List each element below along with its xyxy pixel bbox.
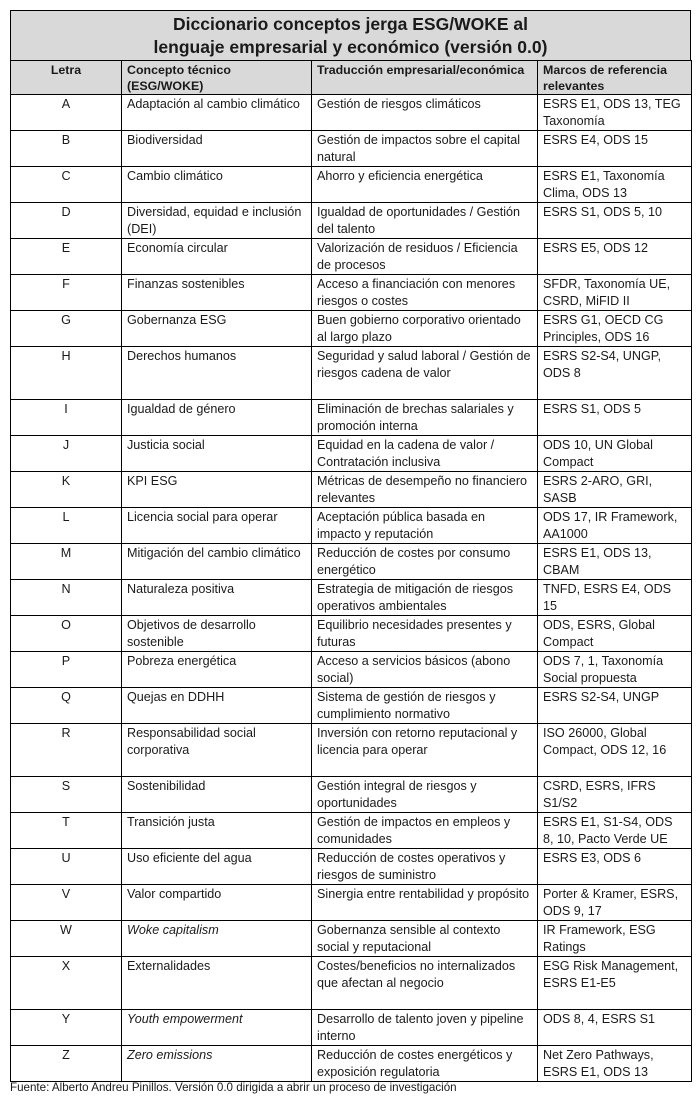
cell-letter: K [11,472,122,508]
cell-letter: Z [11,1046,122,1082]
table-row [11,957,692,1010]
cell-concept: Pobreza energética [122,652,312,688]
cell-concept: Zero emissions [122,1046,312,1082]
cell-frameworks: ODS, ESRS, Global Compact [538,616,692,652]
cell-translation: Buen gobierno corporativo orientado al largo plazo [312,311,538,347]
cell-letter: N [11,580,122,616]
cell-translation: Desarrollo de talento joven y pipeline interno [312,1010,538,1046]
cell-frameworks: ESRS S2-S4, UNGP [538,688,692,724]
cell-concept: Woke capitalism [122,921,312,957]
cell-letter: X [11,957,122,1010]
cell-letter: C [11,167,122,203]
cell-concept: Valor compartido [122,885,312,921]
cell-letter: P [11,652,122,688]
table-row [11,580,692,616]
table-row [11,544,692,580]
table-row [11,652,692,688]
table-row [11,616,692,652]
cell-frameworks: ESRS 2-ARO, GRI, SASB [538,472,692,508]
cell-letter: R [11,724,122,777]
cell-frameworks: CSRD, ESRS, IFRS S1/S2 [538,777,692,813]
cell-frameworks: Porter & Kramer, ESRS, ODS 9, 17 [538,885,692,921]
table-row [11,311,692,347]
cell-translation: Gestión de impactos en empleos y comunidades [312,813,538,849]
header-letra: Letra [11,61,122,95]
header-row [11,61,692,95]
cell-frameworks: ESG Risk Management, ESRS E1-E5 [538,957,692,1010]
table-row [11,131,692,167]
cell-frameworks: ODS 17, IR Framework, AA1000 [538,508,692,544]
table-row [11,777,692,813]
cell-translation: Aceptación pública basada en impacto y reputación [312,508,538,544]
cell-letter: M [11,544,122,580]
cell-translation: Seguridad y salud laboral / Gestión de riesgos cadena de valor [312,347,538,400]
table-row [11,1046,692,1082]
cell-concept: Naturaleza positiva [122,580,312,616]
table-body [11,95,692,1082]
cell-letter: V [11,885,122,921]
cell-letter: O [11,616,122,652]
cell-frameworks: ESRS E5, ODS 12 [538,239,692,275]
cell-concept: Biodiversidad [122,131,312,167]
cell-letter: Y [11,1010,122,1046]
concepts-table [10,60,692,1082]
cell-frameworks: ESRS E4, ODS 15 [538,131,692,167]
cell-translation: Sinergia entre rentabilidad y propósito [312,885,538,921]
cell-concept: Licencia social para operar [122,508,312,544]
cell-frameworks: ESRS E1, Taxonomía Clima, ODS 13 [538,167,692,203]
cell-translation: Estrategia de mitigación de riesgos operativos ambientales [312,580,538,616]
cell-frameworks: ESRS G1, OECD CG Principles, ODS 16 [538,311,692,347]
table-row [11,275,692,311]
cell-translation: Gestión de riesgos climáticos [312,95,538,131]
cell-concept: Uso eficiente del agua [122,849,312,885]
table-row [11,849,692,885]
cell-translation: Métricas de desempeño no financiero relevantes [312,472,538,508]
table-row [11,1010,692,1046]
cell-translation: Reducción de costes por consumo energético [312,544,538,580]
cell-letter: L [11,508,122,544]
cell-letter: D [11,203,122,239]
cell-concept: Externalidades [122,957,312,1010]
cell-translation: Acceso a financiación con menores riesgos o costes [312,275,538,311]
table-row [11,203,692,239]
cell-frameworks: ESRS S1, ODS 5 [538,400,692,436]
cell-frameworks: SFDR, Taxonomía UE, CSRD, MiFID II [538,275,692,311]
cell-translation: Equidad en la cadena de valor / Contratación inclusiva [312,436,538,472]
cell-concept: Diversidad, equidad e inclusión (DEI) [122,203,312,239]
cell-translation: Igualdad de oportunidades / Gestión del talento [312,203,538,239]
cell-concept: Gobernanza ESG [122,311,312,347]
cell-translation: Reducción de costes operativos y riesgos de suministro [312,849,538,885]
cell-letter: U [11,849,122,885]
table-title [10,10,691,60]
cell-concept: Responsabilidad social corporativa [122,724,312,777]
title-line-2: lenguaje empresarial y económico (versión 0.0) [153,37,548,57]
cell-letter: T [11,813,122,849]
table-row [11,95,692,131]
cell-concept: Finanzas sostenibles [122,275,312,311]
header-traduccion: Traducción empresarial/económica [312,61,538,95]
dictionary-document [10,10,691,1082]
cell-letter: E [11,239,122,275]
cell-concept: Igualdad de género [122,400,312,436]
cell-translation: Valorización de residuos / Eficiencia de procesos [312,239,538,275]
title-line-1: Diccionario conceptos jerga ESG/WOKE al [173,14,528,34]
cell-translation: Inversión con retorno reputacional y licencia para operar [312,724,538,777]
table-row [11,724,692,777]
table-row [11,167,692,203]
cell-frameworks: ODS 7, 1, Taxonomía Social propuesta [538,652,692,688]
cell-letter: W [11,921,122,957]
cell-translation: Sistema de gestión de riesgos y cumplimiento normativo [312,688,538,724]
cell-frameworks: ESRS S2-S4, UNGP, ODS 8 [538,347,692,400]
cell-concept: Derechos humanos [122,347,312,400]
cell-frameworks: TNFD, ESRS E4, ODS 15 [538,580,692,616]
cell-letter: F [11,275,122,311]
cell-concept: Cambio climático [122,167,312,203]
cell-letter: S [11,777,122,813]
cell-translation: Gestión integral de riesgos y oportunidades [312,777,538,813]
cell-concept: Economía circular [122,239,312,275]
cell-letter: A [11,95,122,131]
cell-frameworks: ESRS S1, ODS 5, 10 [538,203,692,239]
table-row [11,347,692,400]
cell-translation: Gestión de impactos sobre el capital natural [312,131,538,167]
cell-frameworks: IR Framework, ESG Ratings [538,921,692,957]
cell-frameworks: ODS 8, 4, ESRS S1 [538,1010,692,1046]
table-row [11,472,692,508]
table-row [11,921,692,957]
table-row [11,400,692,436]
table-row [11,436,692,472]
cell-frameworks: ESRS E1, ODS 13, CBAM [538,544,692,580]
cell-frameworks: Net Zero Pathways, ESRS E1, ODS 13 [538,1046,692,1082]
cell-concept: Youth empowerment [122,1010,312,1046]
table-row [11,508,692,544]
cell-frameworks: ISO 26000, Global Compact, ODS 12, 16 [538,724,692,777]
table-row [11,813,692,849]
cell-translation: Gobernanza sensible al contexto social y reputacional [312,921,538,957]
source-footnote: Fuente: Alberto Andreu Pinillos. Versión 0.0 dirigida a abrir un proceso de investigación [10,1081,457,1094]
header-marcos: Marcos de referencia relevantes [538,61,692,95]
cell-frameworks: ODS 10, UN Global Compact [538,436,692,472]
table-row [11,885,692,921]
cell-translation: Equilibrio necesidades presentes y futuras [312,616,538,652]
cell-translation: Costes/beneficios no internalizados que afectan al negocio [312,957,538,1010]
table-row [11,688,692,724]
cell-translation: Reducción de costes energéticos y exposición regulatoria [312,1046,538,1082]
cell-letter: J [11,436,122,472]
cell-concept: KPI ESG [122,472,312,508]
cell-translation: Ahorro y eficiencia energética [312,167,538,203]
cell-frameworks: ESRS E1, ODS 13, TEG Taxonomía [538,95,692,131]
cell-frameworks: ESRS E1, S1-S4, ODS 8, 10, Pacto Verde UE [538,813,692,849]
cell-letter: I [11,400,122,436]
cell-concept: Transición justa [122,813,312,849]
cell-letter: Q [11,688,122,724]
cell-concept: Mitigación del cambio climático [122,544,312,580]
cell-frameworks: ESRS E3, ODS 6 [538,849,692,885]
cell-concept: Adaptación al cambio climático [122,95,312,131]
cell-letter: B [11,131,122,167]
cell-concept: Objetivos de desarrollo sostenible [122,616,312,652]
cell-concept: Quejas en DDHH [122,688,312,724]
cell-letter: H [11,347,122,400]
cell-translation: Acceso a servicios básicos (abono social) [312,652,538,688]
table-row [11,239,692,275]
header-concepto: Concepto técnico (ESG/WOKE) [122,61,312,95]
cell-letter: G [11,311,122,347]
cell-concept: Sostenibilidad [122,777,312,813]
cell-translation: Eliminación de brechas salariales y promoción interna [312,400,538,436]
cell-concept: Justicia social [122,436,312,472]
